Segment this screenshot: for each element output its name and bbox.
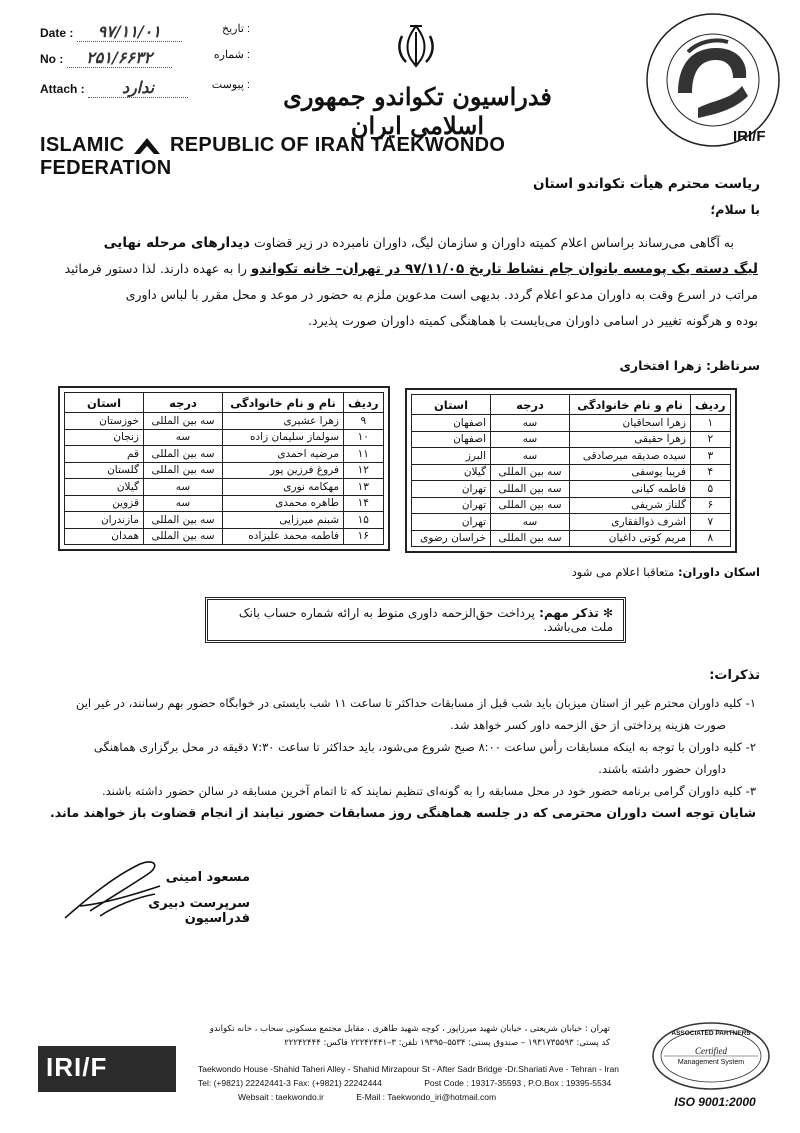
table-row bbox=[412, 481, 731, 498]
cell-degree: سه bbox=[144, 479, 223, 496]
federation-title-en-left: ISLAMIC bbox=[40, 134, 125, 156]
cell-province: قزوین bbox=[65, 495, 144, 512]
cell-province: تهران bbox=[412, 514, 491, 531]
footer-address-en-line: Taekwondo House -Shahid Taheri Alley - Shahid Mirzapour St - After Sadr Bridge -Dr.Shariati Ave - Tehran - Iran bbox=[198, 1064, 619, 1074]
number-label: No : bbox=[40, 52, 64, 66]
footer-logo bbox=[38, 1046, 176, 1092]
letter-paragraph bbox=[38, 230, 758, 334]
cell-row-number: ۵ bbox=[691, 481, 731, 498]
cell-row-number: ۱ bbox=[691, 415, 731, 432]
cell-row-number: ۱۰ bbox=[344, 429, 384, 446]
cert-sub-text: Management System bbox=[677, 1059, 745, 1066]
important-notice bbox=[205, 597, 626, 643]
cell-province: اصفهان bbox=[412, 431, 491, 448]
col-header-degree: درجه bbox=[144, 393, 223, 413]
attach-value: ندارد bbox=[88, 78, 188, 98]
col-header-row-number: ردیف bbox=[691, 395, 731, 415]
date-label-fa: : تاریخ bbox=[222, 23, 250, 35]
accommodation bbox=[360, 565, 760, 579]
signature-name: مسعود امینی bbox=[165, 870, 250, 885]
number-label-fa: : شماره bbox=[213, 49, 250, 61]
cell-name: فروغ فرزین پور bbox=[223, 462, 344, 479]
letter-greeting: با سلام؛ bbox=[710, 202, 760, 217]
footer-web-en-line bbox=[198, 1090, 658, 1104]
letter-line-2-text: را به عهده دارند. لذا دستور فرمائید bbox=[64, 261, 247, 276]
cell-name: فریبا یوسفی bbox=[570, 464, 691, 481]
table-row bbox=[65, 495, 384, 512]
cell-name: فاطمه محمد علیزاده bbox=[223, 528, 344, 545]
referees-table-right-grid bbox=[411, 394, 731, 547]
cell-name: مریم کوتی داغیان bbox=[570, 530, 691, 547]
cell-name: فاطمه کیانی bbox=[570, 481, 691, 498]
table-header-row bbox=[412, 395, 731, 415]
letter-line-2 bbox=[38, 256, 758, 282]
table-row bbox=[65, 479, 384, 496]
cell-province: قم bbox=[65, 446, 144, 463]
cell-degree: سه بین المللی bbox=[144, 512, 223, 529]
table-row bbox=[65, 429, 384, 446]
reminder-2-line-1: ۲- کلیه داوران با توجه به اینکه مسابقات رأس ساعت ۸:۰۰ صبح شروع می‌شود، باید حداکثر تا ساعت ۷:۳۰ دقیقه در محل برگزاری هماهنگی bbox=[93, 740, 756, 754]
footer-address-en bbox=[198, 1062, 658, 1104]
cell-row-number: ۱۴ bbox=[344, 495, 384, 512]
cell-name: مرضیه احمدی bbox=[223, 446, 344, 463]
table-row bbox=[65, 512, 384, 529]
signature-title: سرپرست دبیری فدراسیون bbox=[148, 896, 250, 926]
cell-degree: سه bbox=[491, 448, 570, 465]
letter-line-1 bbox=[38, 230, 758, 256]
cell-province: تهران bbox=[412, 481, 491, 498]
attach-label-fa: : پیوست bbox=[211, 79, 250, 91]
cell-degree: سه بین المللی bbox=[491, 481, 570, 498]
cell-name: مهکامه نوری bbox=[223, 479, 344, 496]
cell-degree: سه بین المللی bbox=[144, 413, 223, 430]
iran-emblem-icon bbox=[392, 22, 440, 70]
federation-title-en-right: REPUBLIC OF IRAN TAEKWONDO FEDERATION bbox=[40, 134, 506, 179]
cell-name: زهرا اسحاقیان bbox=[570, 415, 691, 432]
table-row bbox=[412, 464, 731, 481]
date-row bbox=[40, 22, 250, 48]
cell-degree: سه بین المللی bbox=[144, 528, 223, 545]
letter-line-4: بوده و هرگونه تغییر در اسامی داوران می‌بایست با هماهنگی کمیته داوران صورت پذیرد. bbox=[308, 313, 758, 328]
taekwondo-belt-icon bbox=[132, 134, 162, 154]
cell-degree: سه بین المللی bbox=[491, 464, 570, 481]
table-row bbox=[412, 415, 731, 432]
notice-text: پرداخت حق‌الزحمه داوری منوط به ارائه شماره حساب بانک ملت می‌باشد. bbox=[238, 606, 613, 634]
cell-name: سولماز سلیمان زاده bbox=[223, 429, 344, 446]
col-header-row-number: ردیف bbox=[344, 393, 384, 413]
date-label: Date : bbox=[40, 26, 74, 40]
table-header-row bbox=[65, 393, 384, 413]
referees-table-right bbox=[405, 388, 737, 553]
cell-name: زهرا عشیری bbox=[223, 413, 344, 430]
cell-row-number: ۴ bbox=[691, 464, 731, 481]
iso-label: ISO 9001:2000 bbox=[674, 1095, 756, 1109]
cell-degree: سه بین المللی bbox=[144, 446, 223, 463]
cell-degree: سه بین المللی bbox=[144, 462, 223, 479]
footer-contact-en-line bbox=[198, 1076, 658, 1090]
accommodation-text: متعاقبا اعلام می شود bbox=[571, 565, 675, 579]
footer-email: E-Mail : Taekwondo_iri@hotmail.com bbox=[356, 1092, 497, 1102]
footer-address-fa bbox=[190, 1022, 610, 1050]
col-header-degree: درجه bbox=[491, 395, 570, 415]
letter-line-3: مراتب در اسرع وقت به داوران مدعو اعلام گردد. بدیهی است مدعوین ملزم به حضور در موعد و محل مقرر با لباس داوری bbox=[125, 287, 758, 302]
cell-row-number: ۷ bbox=[691, 514, 731, 531]
table-row bbox=[412, 497, 731, 514]
cell-name: زهرا حقیقی bbox=[570, 431, 691, 448]
cert-mid-text: Certified bbox=[695, 1046, 727, 1056]
cell-row-number: ۲ bbox=[691, 431, 731, 448]
footer-codes-fa-line: کد پستی: ۱۹۳۱۷۳۵۵۹۳ – صندوق پستی: ۵۵۳۴–۱۹۳۹۵ تلفن: ۳–۲۲۲۴۲۴۴۱ فاکس: ۲۲۲۴۲۴۴۴ bbox=[284, 1038, 610, 1048]
cell-name: طاهره محمدی bbox=[223, 495, 344, 512]
reminder-1-line-2: صورت هزینه پرداختی از حق الزحمه داور کسر خواهد شد. bbox=[450, 718, 726, 732]
table-row bbox=[65, 446, 384, 463]
cell-row-number: ۸ bbox=[691, 530, 731, 547]
cell-province: اصفهان bbox=[412, 415, 491, 432]
accommodation-label: اسکان داوران: bbox=[677, 565, 760, 579]
table-row bbox=[65, 413, 384, 430]
footer-web: Websait : taekwondo.ir bbox=[238, 1092, 324, 1102]
cell-name: شبنم میرزایی bbox=[223, 512, 344, 529]
meta-block bbox=[40, 22, 250, 104]
table-row bbox=[412, 530, 731, 547]
cell-degree: سه bbox=[491, 431, 570, 448]
col-header-name: نام و نام خانوادگی bbox=[223, 393, 344, 413]
footer-address-fa-line: تهران : خیابان شریعتی ، خیابان شهید میرزاپور ، کوچه شهید طاهری ، مقابل مجتمع مسکونی سحاب ، خانه تکواندو bbox=[209, 1024, 610, 1034]
cell-degree: سه بین المللی bbox=[491, 497, 570, 514]
reminders-final-note: شایان توجه است داوران محترمی که در جلسه هماهنگی روز مسابقات حضور نیابند از انجام قضاوت باز خواهند ماند. bbox=[49, 805, 756, 820]
cell-row-number: ۶ bbox=[691, 497, 731, 514]
letter-line-2-bold: لیگ دسته یک پومسه بانوان جام نشاط تاریخ ۹۷/۱۱/۰۵ در تهران– خانه تکواندو bbox=[250, 261, 758, 277]
cell-province: همدان bbox=[65, 528, 144, 545]
reminders-list bbox=[36, 692, 756, 824]
table-row bbox=[412, 448, 731, 465]
col-header-province: استان bbox=[65, 393, 144, 413]
cell-degree: سه bbox=[491, 415, 570, 432]
attach-row bbox=[40, 78, 250, 104]
federation-logo bbox=[638, 8, 788, 168]
letter-line-1-bold: دیدارهای مرحله نهایی bbox=[103, 235, 250, 251]
supervisor: سرناظر: زهرا افتخاری bbox=[619, 358, 760, 373]
federation-logo-text: IRI/F bbox=[733, 128, 766, 145]
federation-title-fa: فدراسیون تکواندو جمهوری اسلامی ایران bbox=[283, 82, 552, 140]
table-row bbox=[412, 431, 731, 448]
cell-province: خوزستان bbox=[65, 413, 144, 430]
table-row bbox=[65, 528, 384, 545]
cell-name: اشرف ذوالفقاری bbox=[570, 514, 691, 531]
reminder-1-line-1: ۱- کلیه داوران محترم غیر از استان میزبان باید شب قبل از مسابقات حداکثر تا ساعت ۱۱ شب بایستی در خوابگاه حضور بهم رسانند، در غیر این bbox=[75, 696, 756, 710]
reminders-title: تذکرات: bbox=[709, 668, 760, 683]
cell-province: زنجان bbox=[65, 429, 144, 446]
cell-province: گیلان bbox=[412, 464, 491, 481]
cell-row-number: ۳ bbox=[691, 448, 731, 465]
cell-province: گیلان bbox=[65, 479, 144, 496]
col-header-province: استان bbox=[412, 395, 491, 415]
cell-province: تهران bbox=[412, 497, 491, 514]
cell-row-number: ۱۲ bbox=[344, 462, 384, 479]
cell-row-number: ۱۳ bbox=[344, 479, 384, 496]
table-row bbox=[65, 462, 384, 479]
cell-degree: سه بین المللی bbox=[491, 530, 570, 547]
col-header-name: نام و نام خانوادگی bbox=[570, 395, 691, 415]
footer-tel: Tel: (+9821) 22242441-3 Fax: (+9821) 22242444 bbox=[198, 1078, 382, 1088]
table-row bbox=[412, 514, 731, 531]
cert-top-text: ASSOCIATED PARTNERS bbox=[671, 1030, 751, 1037]
cell-row-number: ۹ bbox=[344, 413, 384, 430]
cell-degree: سه bbox=[144, 429, 223, 446]
number-value: ۲۵۱/۶۶۳۲ bbox=[67, 48, 172, 68]
reminder-2-line-2: داوران حضور داشته باشند. bbox=[598, 762, 726, 776]
referees-table-left-grid bbox=[64, 392, 384, 545]
cell-row-number: ۱۱ bbox=[344, 446, 384, 463]
cell-row-number: ۱۶ bbox=[344, 528, 384, 545]
cell-name: گلناز شریفی bbox=[570, 497, 691, 514]
letter-recipient: ریاست محترم هیأت تکواندو استان bbox=[533, 176, 760, 192]
cell-province: مازندران bbox=[65, 512, 144, 529]
cell-row-number: ۱۵ bbox=[344, 512, 384, 529]
cell-degree: سه bbox=[144, 495, 223, 512]
cell-province: البرز bbox=[412, 448, 491, 465]
date-value: ۹۷/۱۱/۰۱ bbox=[77, 22, 182, 42]
cell-province: گلستان bbox=[65, 462, 144, 479]
cell-degree: سه bbox=[491, 514, 570, 531]
footer-post: Post Code : 19317-35593 , P.O.Box : 19395-5534 bbox=[424, 1078, 612, 1088]
federation-logo-icon bbox=[638, 8, 788, 168]
cell-province: خراسان رضوی bbox=[412, 530, 491, 547]
number-row bbox=[40, 48, 250, 78]
notice-label: ✻ تذکر مهم: bbox=[539, 606, 613, 620]
federation-title-en bbox=[40, 134, 640, 180]
referees-table-left bbox=[58, 386, 390, 551]
cell-name: سیده صدیقه میرصادقی bbox=[570, 448, 691, 465]
reminder-3: ۳- کلیه داوران گرامی برنامه حضور خود در محل مسابقه را به گونه‌ای تنظیم نمایند که تا اتمام آخرین مسابقه در سالن حضور داشته باشند. bbox=[101, 784, 756, 798]
attach-label: Attach : bbox=[40, 82, 85, 96]
letter-line-1-text: به آگاهی می‌رساند براساس اعلام کمیته داوران و سازمان لیگ، داوران نامبرده در زیر قضاوت bbox=[253, 235, 734, 250]
footer-logo-text: IRI/F bbox=[46, 1052, 108, 1082]
certification-seal bbox=[650, 1020, 772, 1092]
